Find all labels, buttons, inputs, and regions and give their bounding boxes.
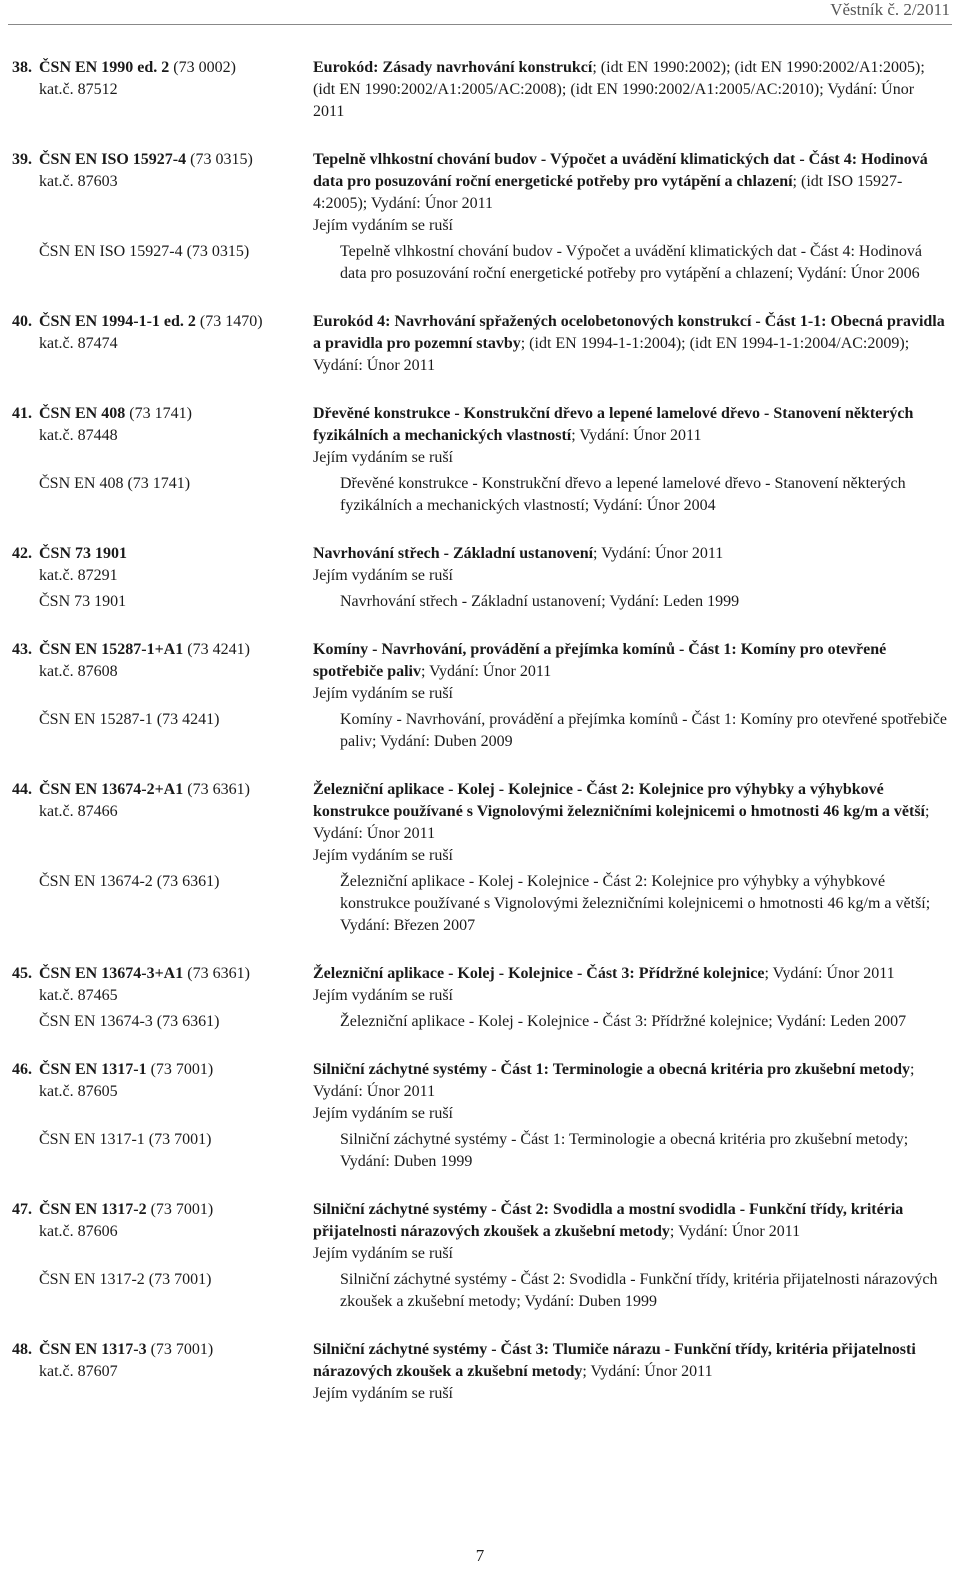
- entry-number: 47.: [12, 1201, 32, 1218]
- standard-id: [12, 779, 313, 867]
- standard-row: [12, 639, 948, 705]
- standard-id: [12, 1339, 313, 1405]
- replaced-code: ČSN EN 15287-1 (73 4241): [39, 711, 220, 728]
- standard-class: (73 0315): [186, 151, 253, 168]
- standard-details: ; Vydání: Únor 2011: [313, 1061, 915, 1100]
- standard-title: Tepelně vlhkostní chování budov - Výpočet a uvádění klimatických dat - Část 4: Hodinová data pro posuzování roční energetické potřeby pro vytápění a chlazení: [313, 151, 928, 190]
- standard-class: (73 6361): [183, 965, 250, 982]
- catalog-number: kat.č. 87512: [39, 81, 118, 98]
- standard-details: ; Vydání: Únor 2011: [421, 663, 552, 680]
- standard-description: [313, 779, 948, 867]
- standard-class: (73 1741): [125, 405, 192, 422]
- standard-code: ČSN EN 1990 ed. 2: [39, 59, 170, 76]
- standard-description: [313, 1199, 948, 1265]
- entry-number: 43.: [12, 641, 32, 658]
- catalog-number: kat.č. 87465: [39, 987, 118, 1004]
- catalog-number: kat.č. 87606: [39, 1223, 118, 1240]
- replaced-title: Tepelně vlhkostní chování budov - Výpočet a uvádění klimatických dat - Část 4: Hodinová data pro posuzování roční energetické potřeby pro vytápění a chlazení; Vydání: Únor 2006: [340, 243, 923, 282]
- catalog-number: kat.č. 87448: [39, 427, 118, 444]
- standard-title: Železniční aplikace - Kolej - Kolejnice - Část 2: Kolejnice pro výhybky a výhybkové konstrukce používané s Vignolovými železničními kolejnicemi o hmotnosti 46 kg/m a větší: [313, 781, 925, 820]
- standard-id: [12, 57, 313, 123]
- cancellation-note: Jejím vydáním se ruší: [313, 987, 453, 1004]
- standard-title: Eurokód: Zásady navrhování konstrukcí: [313, 59, 593, 76]
- standard-entry: [12, 779, 948, 937]
- catalog-number: kat.č. 87605: [39, 1083, 118, 1100]
- standard-description: [313, 639, 948, 705]
- standard-description: [313, 403, 948, 469]
- standard-row: [12, 779, 948, 867]
- standard-details: ; Vydání: Únor 2011: [571, 427, 702, 444]
- standard-entry: [12, 543, 948, 613]
- entry-number: 48.: [12, 1341, 32, 1358]
- standard-entry: [12, 1199, 948, 1313]
- standard-code: ČSN EN 408: [39, 405, 126, 422]
- standard-code: ČSN 73 1901: [39, 545, 128, 562]
- standard-title: Dřevěné konstrukce - Konstrukční dřevo a lepené lamelové dřevo - Stanovení některých fyzikálních a mechanických vlastností: [313, 405, 914, 444]
- standard-entry: [12, 639, 948, 753]
- replaced-code: ČSN EN 13674-3 (73 6361): [39, 1013, 220, 1030]
- standard-details: ; Vydání: Únor 2011: [313, 803, 930, 842]
- page-header: [0, 0, 960, 26]
- standard-details: ; (idt EN 1990:2002); (idt EN 1990:2002/A1:2005); (idt EN 1990:2002/A1:2005/AC:2008); (idt EN 1990:2002/A1:2005/AC:2010); Vydání: Únor 2011: [313, 59, 925, 120]
- standard-class: (73 0002): [169, 59, 236, 76]
- standard-class: (73 6361): [183, 781, 250, 798]
- standard-id: [12, 149, 313, 237]
- replaced-row: [12, 1269, 948, 1313]
- cancellation-note: Jejím vydáním se ruší: [313, 1105, 453, 1122]
- replaced-row: [12, 871, 948, 937]
- standard-row: [12, 1199, 948, 1265]
- catalog-number: kat.č. 87608: [39, 663, 118, 680]
- standard-description: [313, 1059, 948, 1125]
- standard-code: ČSN EN 13674-3+A1: [39, 965, 184, 982]
- standard-title: Silniční záchytné systémy - Část 3: Tlumiče nárazu - Funkční třídy, kritéria přijatelnosti nárazových zkoušek a zkušební metody: [313, 1341, 916, 1380]
- catalog-number: kat.č. 87607: [39, 1363, 118, 1380]
- standard-row: [12, 311, 948, 377]
- entry-number: 41.: [12, 405, 32, 422]
- replaced-code: ČSN EN 408 (73 1741): [39, 475, 191, 492]
- standard-class: (73 7001): [146, 1061, 214, 1078]
- standard-id: [12, 1059, 313, 1125]
- standard-details: ; (idt ISO 15927-4:2005); Vydání: Únor 2011: [313, 173, 903, 212]
- standard-row: [12, 403, 948, 469]
- standard-code: ČSN EN 15287-1+A1: [39, 641, 184, 658]
- journal-issue: Věstník č. 2/2011: [830, 0, 950, 19]
- replaced-title: Silniční záchytné systémy - Část 1: Terminologie a obecná kritéria pro zkušební metody; Vydání: Duben 1999: [340, 1131, 909, 1170]
- standard-entry: [12, 963, 948, 1033]
- standard-description: [313, 963, 948, 1007]
- standard-description: [313, 1339, 948, 1405]
- entry-number: 42.: [12, 545, 32, 562]
- standard-class: (73 4241): [183, 641, 250, 658]
- replaced-code: ČSN EN 13674-2 (73 6361): [39, 873, 220, 890]
- catalog-number: kat.č. 87603: [39, 173, 118, 190]
- cancellation-note: Jejím vydáním se ruší: [313, 217, 453, 234]
- replaced-row: [12, 241, 948, 285]
- standard-entry: [12, 311, 948, 377]
- replaced-title: Silniční záchytné systémy - Část 2: Svodidla - Funkční třídy, kritéria přijatelnosti nárazových zkoušek a zkušební metody; Vydání: Duben 1999: [340, 1271, 938, 1310]
- entry-number: 38.: [12, 59, 32, 76]
- standard-title: Eurokód 4: Navrhování spřažených ocelobetonových konstrukcí - Část 1-1: Obecná pravidla a pravidla pro pozemní stavby: [313, 313, 945, 352]
- standard-code: ČSN EN 1317-3: [39, 1341, 147, 1358]
- standard-row: [12, 1339, 948, 1405]
- replaced-row: [12, 709, 948, 753]
- catalog-number: kat.č. 87291: [39, 567, 118, 584]
- standard-code: ČSN EN 1317-1: [39, 1061, 147, 1078]
- standard-entry: [12, 149, 948, 285]
- replaced-row: [12, 1011, 948, 1033]
- standard-row: [12, 543, 948, 587]
- standard-row: [12, 149, 948, 237]
- standard-details: ; Vydání: Únor 2011: [669, 1223, 801, 1240]
- standards-list: [12, 57, 948, 1431]
- standard-title: Silniční záchytné systémy - Část 1: Terminologie a obecná kritéria pro zkušební metody: [313, 1061, 911, 1078]
- cancellation-note: Jejím vydáním se ruší: [313, 1385, 453, 1402]
- standard-details: ; Vydání: Únor 2011: [582, 1363, 713, 1380]
- replaced-row: [12, 591, 948, 613]
- standard-code: ČSN EN ISO 15927-4: [39, 151, 187, 168]
- standard-description: [313, 149, 948, 237]
- replaced-row: [12, 473, 948, 517]
- standard-description: [313, 311, 948, 377]
- replaced-title: Železniční aplikace - Kolej - Kolejnice - Část 3: Přídržné kolejnice; Vydání: Leden 2007: [340, 1013, 907, 1030]
- standard-code: ČSN EN 1994-1-1 ed. 2: [39, 313, 196, 330]
- cancellation-note: Jejím vydáním se ruší: [313, 567, 453, 584]
- header-rule: [8, 24, 952, 25]
- standard-id: [12, 403, 313, 469]
- standard-code: ČSN EN 1317-2: [39, 1201, 147, 1218]
- standard-details: ; Vydání: Únor 2011: [764, 965, 895, 982]
- standard-id: [12, 963, 313, 1007]
- cancellation-note: Jejím vydáním se ruší: [313, 1245, 453, 1262]
- replaced-code: ČSN EN 1317-2 (73 7001): [39, 1271, 212, 1288]
- replaced-code: ČSN EN ISO 15927-4 (73 0315): [39, 243, 250, 260]
- standard-title: Komíny - Navrhování, provádění a přejímka komínů - Část 1: Komíny pro otevřené spotřebiče paliv: [313, 641, 887, 680]
- standard-class: (73 1470): [195, 313, 263, 330]
- standard-details: ; (idt EN 1994-1-1:2004); (idt EN 1994-1-1:2004/AC:2009); Vydání: Únor 2011: [313, 335, 910, 374]
- catalog-number: kat.č. 87474: [39, 335, 118, 352]
- standard-entry: [12, 403, 948, 517]
- cancellation-note: Jejím vydáním se ruší: [313, 685, 453, 702]
- cancellation-note: Jejím vydáním se ruší: [313, 847, 453, 864]
- replaced-title: Komíny - Navrhování, provádění a přejímka komínů - Část 1: Komíny pro otevřené spotřebiče paliv; Vydání: Duben 2009: [340, 711, 947, 750]
- standard-entry: [12, 57, 948, 123]
- cancellation-note: Jejím vydáním se ruší: [313, 449, 453, 466]
- replaced-title: Dřevěné konstrukce - Konstrukční dřevo a lepené lamelové dřevo - Stanovení některých fyzikálních a mechanických vlastností; Vydání: Únor 2004: [340, 475, 906, 514]
- standard-title: Silniční záchytné systémy - Část 2: Svodidla a mostní svodidla - Funkční třídy, kritéria přijatelnosti nárazových zkoušek a zkušební metody: [313, 1201, 904, 1240]
- standard-code: ČSN EN 13674-2+A1: [39, 781, 184, 798]
- replaced-code: ČSN EN 1317-1 (73 7001): [39, 1131, 212, 1148]
- entry-number: 45.: [12, 965, 32, 982]
- page-number: 7: [475, 1546, 485, 1565]
- entry-number: 40.: [12, 313, 32, 330]
- standard-description: [313, 543, 948, 587]
- replaced-title: Železniční aplikace - Kolej - Kolejnice - Část 2: Kolejnice pro výhybky a výhybkové konstrukce používané s Vignolovými železničními kolejnicemi o hmotnosti 46 kg/m a větší; Vydání: Březen 2007: [340, 873, 931, 934]
- standard-id: [12, 1199, 313, 1265]
- standard-id: [12, 639, 313, 705]
- standard-class: (73 7001): [146, 1201, 214, 1218]
- entry-number: 44.: [12, 781, 32, 798]
- standard-row: [12, 1059, 948, 1125]
- standard-class: (73 7001): [146, 1341, 214, 1358]
- standard-title: Železniční aplikace - Kolej - Kolejnice - Část 3: Přídržné kolejnice: [313, 965, 765, 982]
- standard-entry: [12, 1339, 948, 1405]
- entry-number: 39.: [12, 151, 32, 168]
- standard-row: [12, 57, 948, 123]
- standard-title: Navrhování střech - Základní ustanovení: [313, 545, 594, 562]
- standard-id: [12, 311, 313, 377]
- standard-entry: [12, 1059, 948, 1173]
- standard-row: [12, 963, 948, 1007]
- replaced-code: ČSN 73 1901: [39, 593, 127, 610]
- standard-id: [12, 543, 313, 587]
- standard-description: [313, 57, 948, 123]
- replaced-row: [12, 1129, 948, 1173]
- entry-number: 46.: [12, 1061, 32, 1078]
- standard-details: ; Vydání: Únor 2011: [593, 545, 724, 562]
- catalog-number: kat.č. 87466: [39, 803, 118, 820]
- replaced-title: Navrhování střech - Základní ustanovení; Vydání: Leden 1999: [340, 593, 740, 610]
